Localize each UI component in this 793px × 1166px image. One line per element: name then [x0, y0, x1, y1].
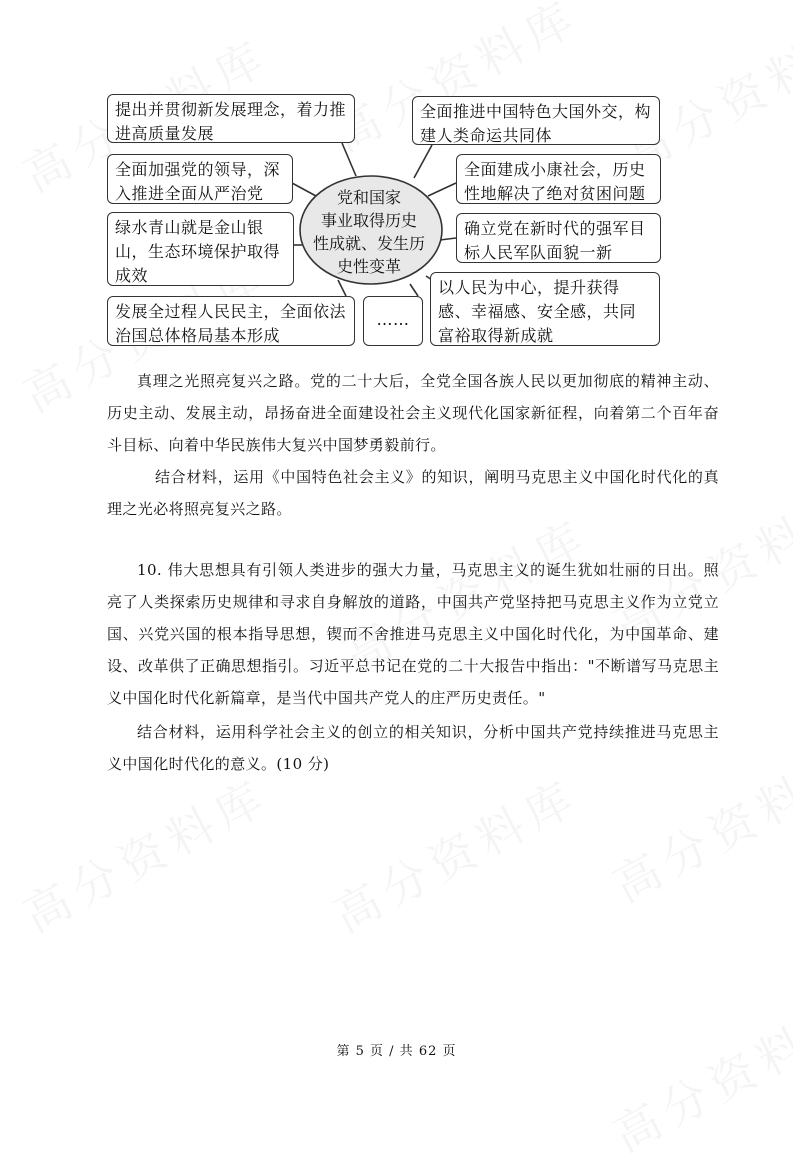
connector-line — [338, 280, 346, 296]
connector-line — [414, 145, 432, 178]
connector-line — [342, 143, 356, 176]
diagram-box-party-leadership: 全面加强党的领导，深入推进全面从严治党 — [107, 154, 293, 204]
connector-line — [440, 238, 456, 240]
mind-map-diagram — [0, 0, 793, 360]
diagram-box-major-country-diplomacy: 全面推进中国特色大国外交，构建人类命运共同体 — [412, 96, 660, 145]
question-prompt: 结合材料，运用《中国特色社会主义》的知识，阐明马克思主义中国化时代化的真理之光必将照亮复兴之路。 — [107, 468, 719, 518]
watermark — [320, 760, 589, 945]
page-number: 第 5 页 / 共 62 页 — [336, 1044, 457, 1059]
diagram-box-moderately-prosperous-society: 全面建成小康社会，历史性地解决了绝对贫困问题 — [456, 154, 661, 204]
material-paragraph: 真理之光照亮复兴之路。党的二十大后，全党全国各族人民以更加彻底的精神主动、历史主动、发展主动，昂扬奋进全面建设社会主义现代化国家新征程，向着第二个百年奋斗目标、向着中华民族伟大复兴中国梦勇毅前行。 — [107, 372, 719, 454]
diagram-box-strong-military: 确立党在新时代的强军目标人民军队面貌一新 — [456, 213, 661, 263]
watermark — [10, 760, 279, 945]
diagram-box-whole-process-democracy: 发展全过程人民民主，全面依法治国总体格局基本形成 — [107, 296, 355, 346]
question-10-prompt: 结合材料，运用科学社会主义的创立的相关知识，分析中国共产党持续推进马克思主义中国化时代化的意义。(10 分) — [107, 723, 719, 773]
question-10-material: 10. 伟大思想具有引领人类进步的强大力量，马克思主义的诞生犹如壮丽的日出。照亮了人类探索历史规律和寻求自身解放的道路，中国共产党坚持把马克思主义作为立党立国、兴党兴国的根本指导思想，锲而不舍推进马克思主义中国化时代化，为中国革命、建设、改革供了正确思想指引。习近平总书记在党的二十大报告中指出："不断谱写马克思主义中国化时代化新篇章，是当代中国共产党人的庄严历史责任。" — [107, 561, 719, 707]
center-topic: 党和国家 事业取得历史 性成就、发生历 史性变革 — [312, 188, 425, 276]
connector-line — [410, 284, 418, 296]
diagram-box-people-centered: 以人民为中心，提升获得感、幸福感、安全感，共同富裕取得新成就 — [430, 272, 660, 346]
diagram-box-high-quality-development: 提出并贯彻新发展理念，着力推进高质量发展 — [107, 94, 355, 143]
diagram-box-ecological-protection: 绿水青山就是金山银山，生态环境保护取得成效 — [107, 212, 294, 286]
watermark — [600, 980, 793, 1165]
diagram-box-ellipsis: …… — [363, 296, 423, 346]
